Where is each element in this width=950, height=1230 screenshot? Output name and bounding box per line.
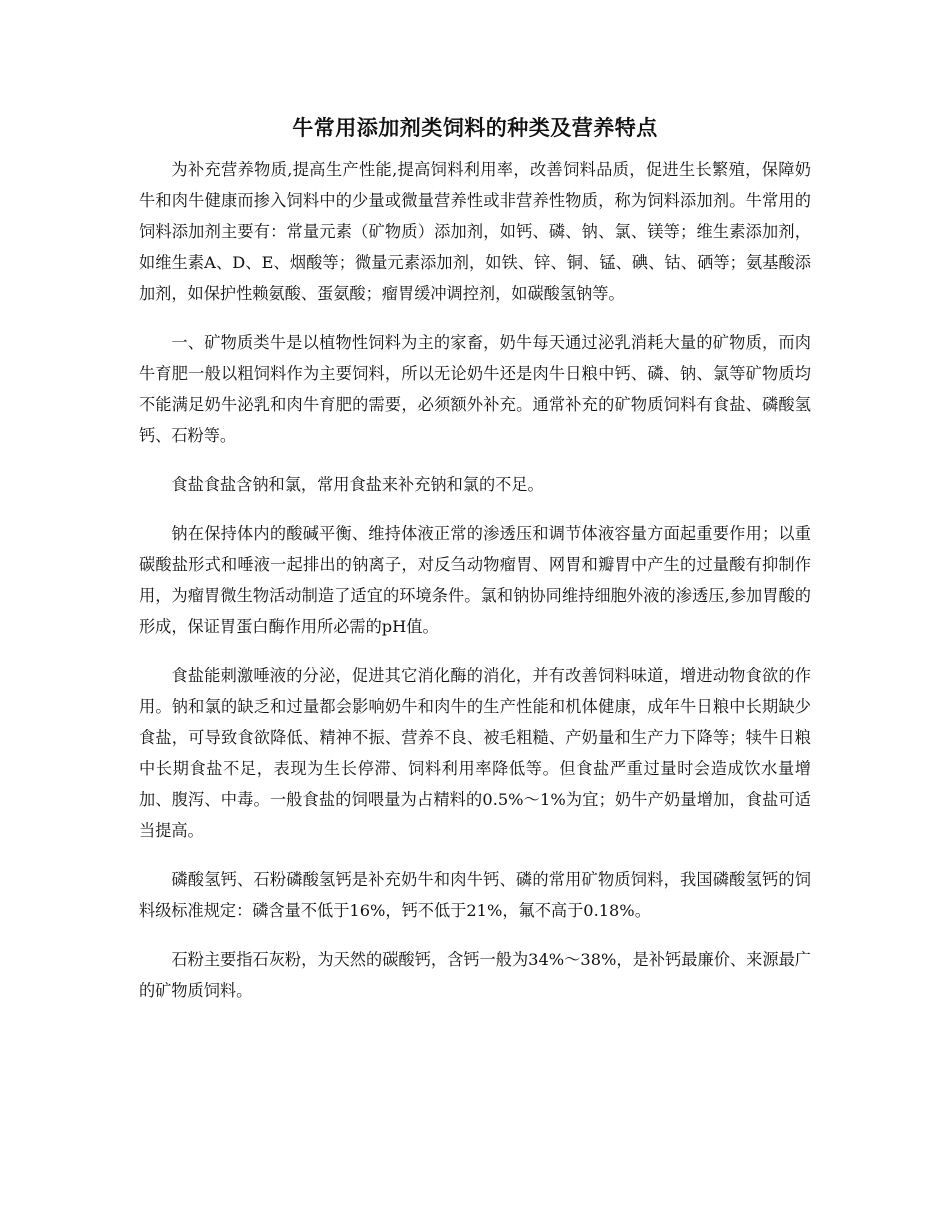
paragraph-salt-intro: 食盐食盐含钠和氯，常用食盐来补充钠和氯的不足。 bbox=[171, 475, 544, 494]
paragraph-limestone: 石粉主要指石灰粉，为天然的碳酸钙，含钙一般为34%～38%，是补钙最廉价、来源最广的矿物质饲料。 bbox=[139, 950, 811, 1000]
paragraph-minerals: 一、矿物质类牛是以植物性饲料为主的家畜，奶牛每天通过泌乳消耗大量的矿物质，而肉牛育肥一般以粗饲料作为主要饲料，所以无论奶牛还是肉牛日粮中钙、磷、钠、氯等矿物质均不能满足奶牛泌乳和肉牛育肥的需要，必须额外补充。通常补充的矿物质饲料有食盐、磷酸氢钙、石粉等。 bbox=[139, 333, 811, 445]
document-body bbox=[139, 112, 811, 1024]
paragraph-sodium: 钠在保持体内的酸碱平衡、维持体液正常的渗透压和调节体液容量方面起重要作用；以重碳酸盐形式和唾液一起排出的钠离子，对反刍动物瘤胃、网胃和瓣胃中产生的过量酸有抑制作用，为瘤胃微生物活动制造了适宜的环境条件。氯和钠协同维持细胞外液的渗透压,参加胃酸的形成，保证胃蛋白酶作用所必需的pH值。 bbox=[139, 524, 811, 636]
paragraph-salt-effects: 食盐能刺激唾液的分泌，促进其它消化酶的消化，并有改善饲料味道，增进动物食欲的作用。钠和氯的缺乏和过量都会影响奶牛和肉牛的生产性能和机体健康，成年牛日粮中长期缺少食盐，可导致食欲降低、精神不振、营养不良、被毛粗糙、产奶量和生产力下降等；犊牛日粮中长期食盐不足，表现为生长停滞、饲料利用率降低等。但食盐严重过量时会造成饮水量增加、腹泻、中毒。一般食盐的饲喂量为占精料的0.5%～1%为宜；奶牛产奶量增加，食盐可适当提高。 bbox=[139, 666, 811, 840]
document-title: 牛常用添加剂类饲料的种类及营养特点 bbox=[292, 115, 658, 140]
paragraph-calcium-phosphate: 磷酸氢钙、石粉磷酸氢钙是补充奶牛和肉牛钙、磷的常用矿物质饲料，我国磷酸氢钙的饲料级标准规定：磷含量不低于16%，钙不低于21%，氟不高于0.18%。 bbox=[139, 870, 811, 920]
paragraph-intro: 为补充营养物质,提高生产性能,提高饲料利用率，改善饲料品质，促进生长繁殖，保障奶牛和肉牛健康而掺入饲料中的少量或微量营养性或非营养性物质，称为饲料添加剂。牛常用的饲料添加剂主要有：常量元素（矿物质）添加剂，如钙、磷、钠、氯、镁等；维生素添加剂，如维生素A、D、E、烟酸等；微量元素添加剂，如铁、锌、铜、锰、碘、钴、硒等；氨基酸添加剂，如保护性赖氨酸、蛋氨酸；瘤胃缓冲调控剂，如碳酸氢钠等。 bbox=[139, 160, 811, 303]
